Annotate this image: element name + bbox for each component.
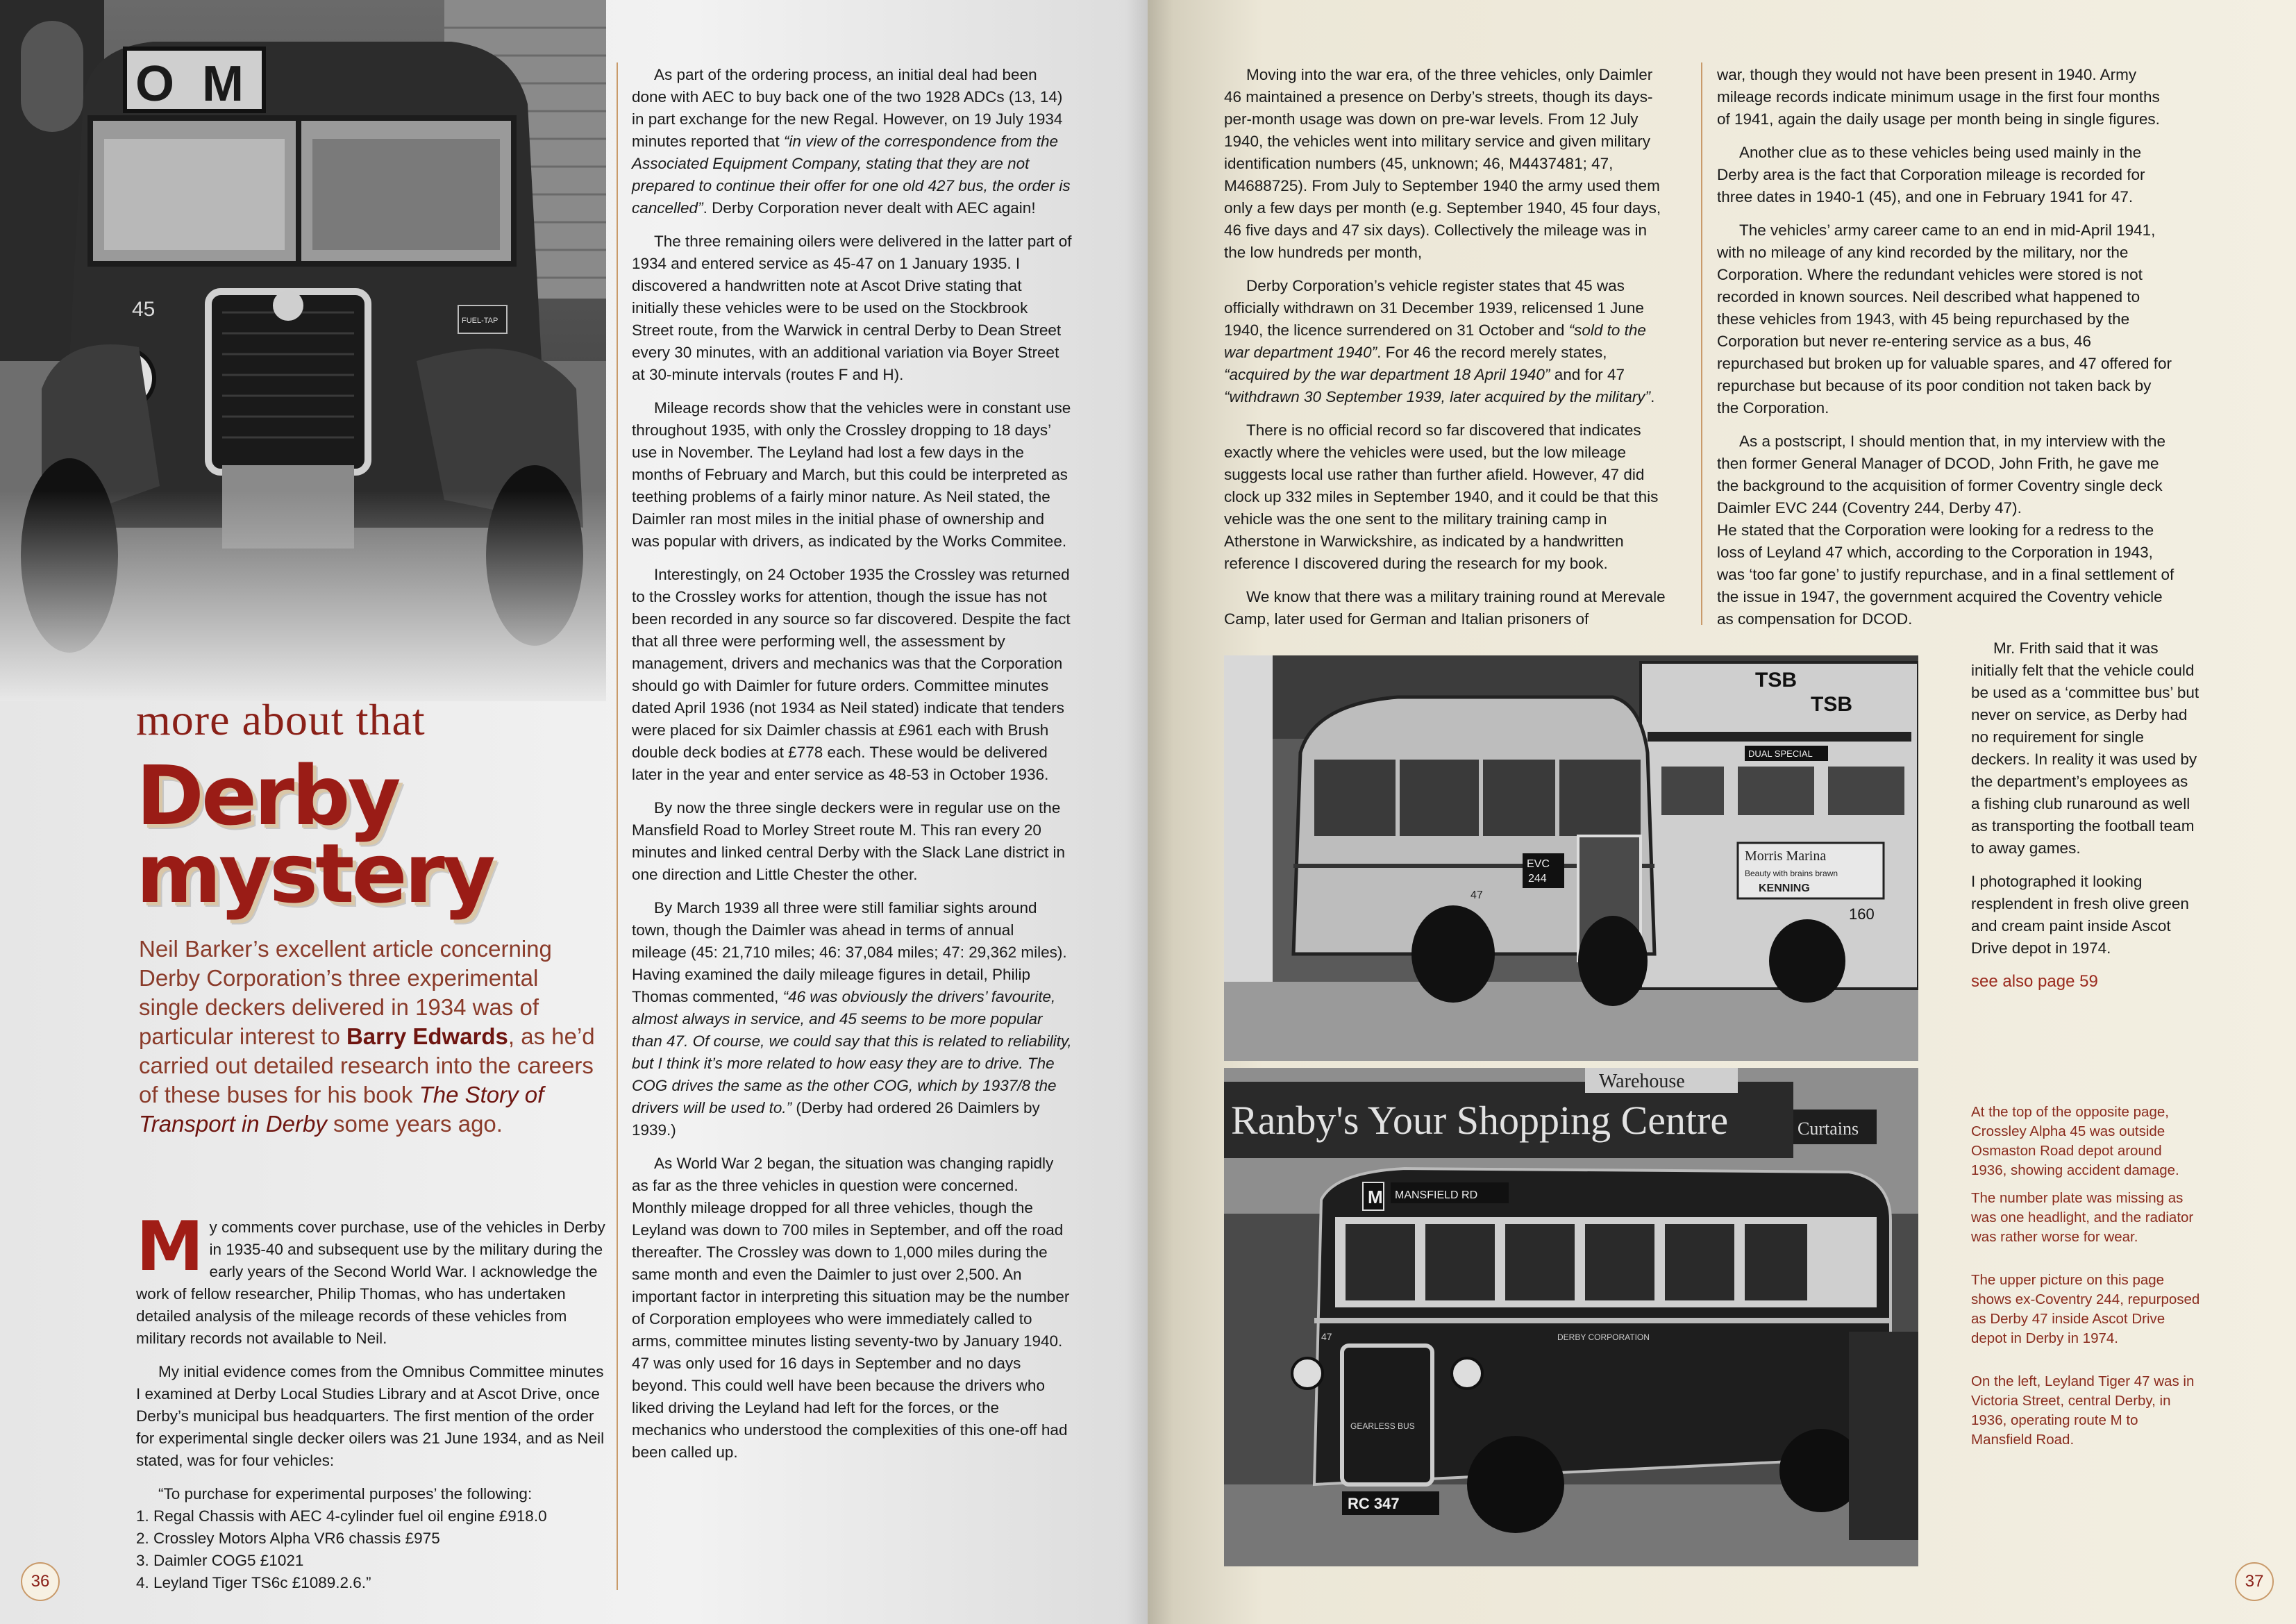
standfirst-intro: Neil Barker’s excellent article concerning Derby Corporation’s three experimental single deckers delivered in 1934 was of particular interest to: [139, 936, 552, 1049]
headline: [136, 748, 580, 921]
upper-photo-dd-number: 160: [1849, 905, 1875, 923]
column-3-para-2a: Derby Corporation’s vehicle register states that 45 was officially withdrawn on 31 December 1939, relicensed 1 June 1940, the licence surrendered on 31 October and: [1224, 277, 1644, 339]
upper-photo-reg-top: EVC: [1527, 858, 1550, 870]
column-5-para-2: I photographed it looking resplendent in fresh olive green and cream paint inside Ascot Drive depot in 1974.: [1971, 873, 2189, 957]
upper-photo-advert-3: KENNING: [1759, 882, 1810, 894]
column-5: [1971, 637, 2200, 993]
column-3-para-2d: .: [1650, 388, 1655, 405]
column-2-para-6b: (Derby had ordered 26 Daimlers by 1939.): [632, 1099, 1040, 1139]
column-1: [136, 1207, 605, 1594]
column-rule: [1701, 62, 1702, 625]
column-2-para-4: Interestingly, on 24 October 1935 the Crossley was returned to the Crossley works for attention, though the issue has not been recorded in any source so far discovered. Despite the fact that all three were performing well, the assessment by management, drivers and mechanics was that the Corporation should go with Daimler for future orders. Committee minutes dated April 1936 (not 1934 as Neil stated) indicate that tenders were placed for six Daimler chassis at £961 each with Brush double deck bodies at £778 each. These would be delivered later in the year and enter service as 48-53 in October 1936.: [632, 566, 1071, 783]
photo-leyland-47-image: [1224, 1068, 1918, 1566]
lower-photo-shop-sign: Ranby's Your Shopping Centre: [1231, 1098, 1729, 1143]
lower-photo-radiator-badge: GEARLESS BUS: [1350, 1421, 1415, 1431]
upper-photo-destination: DUAL SPECIAL: [1748, 748, 1813, 759]
upper-photo-advert-1: Morris Marina: [1745, 848, 1827, 864]
column-1-para-1-text: y comments cover purchase, use of the vehicles in Derby in 1935-40 and subsequent use by the military during the early years of the Second World War. I acknowledge the work of fellow researcher, Philip Thomas, who has undertaken detailed analysis of the mileage records of these vehicles from military records not available to Neil.: [136, 1219, 605, 1347]
caption-3: The upper picture on this page shows ex-Coventry 244, repurposed as Derby 47 inside Ascot Drive depot in Derby in 1974.: [1971, 1272, 2200, 1346]
column-2-para-3: Mileage records show that the vehicles were in constant use throughout 1935, with only the Crossley dropping to 18 days’ use in November. The Leyland had lost a few days in the months of February and March, but this could be interpreted as teething problems of a fairly minor nature. As Neil stated, the Daimler ran most miles in the initial phase of ownership and was popular with drivers, as indicated by the Works Commitee.: [632, 399, 1071, 550]
upper-photo-fleet-number: 47: [1470, 889, 1483, 901]
headline-line-2: mystery: [136, 826, 493, 921]
upper-photo-tsb-2: TSB: [1811, 693, 1852, 716]
column-2-para-1: [632, 64, 1073, 219]
lower-photo-curtains-sign: Curtains: [1798, 1119, 1859, 1139]
purchase-list-item: 2. Crossley Motors Alpha VR6 chassis £975: [136, 1530, 440, 1547]
headline-line-1: Derby: [136, 748, 399, 844]
column-3-para-2c: and for 47: [1550, 366, 1625, 383]
lower-photo-reg-plate: RC 347: [1348, 1495, 1400, 1512]
column-1-para-2: My initial evidence comes from the Omnibus Committee minutes I examined at Derby Local Studies Library and at Ascot Drive, once Derby’s municipal bus headquarters. The first mention of the order for experimental single decker oilers was 21 June 1934, and as Neil stated, was for four vehicles:: [136, 1363, 605, 1469]
column-3-quote-2: “acquired by the war department 18 April 1940”: [1224, 366, 1550, 383]
column-2-para-1a: As part of the ordering process, an initial deal had been done with AEC to buy back one of the two 1928 ADCs (13, 14) in part exchange for the new Regal. However, on 19 July 1934 minutes reported that: [632, 66, 1063, 150]
column-3-para-3: There is no official record so far discovered that indicates exactly where the vehicles were used, but the low mileage suggests local use rather than further afield. However, 47 did clock up 332 miles in September 1940, and it could be that this vehicle was the one sent to the military training camp in Atherstone in Warwickshire, as indicated by a handwritten reference I discovered during the research for my book.: [1224, 421, 1659, 572]
column-3-para-1: Moving into the war era, of the three vehicles, only Daimler 46 maintained a presence on Derby’s streets, though its days-per-month usage was down on pre-war levels. From 12 July 1940, the vehicles went into military service and given military identification numbers (45, unknown; 46, M4437481; 47, M4688725). From July to September 1940 the army used them only a few days per month (e.g. September 1940, 45 four days, 46 five days and 47 six days). Collectively the mileage was in the low hundreds per month,: [1224, 66, 1661, 261]
purchase-list-item: 4. Leyland Tiger TS6c £1089.2.6.”: [136, 1574, 371, 1591]
see-also-link[interactable]: see also page 59: [1971, 972, 2098, 991]
photo-captions: [1971, 1103, 2200, 1458]
column-2-para-6: [632, 897, 1073, 1141]
lower-photo-warehouse-sign: Warehouse: [1599, 1071, 1685, 1092]
standfirst-middle: , as he’d carried out detailed research into the careers of these buses for his book: [139, 1023, 595, 1107]
drop-cap: M: [136, 1207, 204, 1287]
caption-4: On the left, Leyland Tiger 47 was in Victoria Street, central Derby, in 1936, operating route M to Mansfield Road.: [1971, 1373, 2195, 1448]
purchase-list: [136, 1505, 605, 1594]
column-2-para-1-quote: “in view of the correspondence from the Associated Equipment Company, stating that they are not prepared to continue their offer for one old 427 bus, the order is cancelled”: [632, 133, 1071, 217]
lower-photo-fleet-name: DERBY CORPORATION: [1557, 1332, 1650, 1342]
column-2-para-6-quote: “46 was obviously the drivers’ favourite, almost always in service, and 45 seems to be more popular than 47. Of course, we could say that this is related to reliability, but I think it’s more related to how easy they are to drive. The COG drives the same as the other COG, which by 1937/8 the drivers will be used to.”: [632, 988, 1072, 1116]
column-4: [1717, 64, 2175, 642]
column-3-para-2: [1224, 275, 1668, 408]
page-number-left: 36: [21, 1562, 60, 1601]
photo-coventry-244: [1224, 655, 1918, 1061]
lower-photo-route-letter: M: [1368, 1187, 1383, 1207]
photo-leyland-47: [1224, 1068, 1918, 1566]
column-2-para-7: As World War 2 began, the situation was changing rapidly as far as the three vehicles in question were concerned. Monthly mileage dropped for all three vehicles, though the Leyland was down to 700 miles in September, and off the road thereafter. The Crossley was down to 1,000 miles during the same month and even the Daimler to just over 2,500. An important factor in interpreting this situation may be the number of Corporation employees who were immediately called to arms, committee minutes listing seventy-two by January 1940. 47 was only used for 16 days in September and no days beyond. This could well have been because the drivers who liked driving the Leyland had left for the forces, or the mechanics who understood the complexities of this one-off had been called up.: [632, 1155, 1070, 1461]
column-1-para-3: “To purchase for experimental purposes’ the following:: [158, 1485, 533, 1502]
column-rule: [617, 62, 618, 1590]
column-4-para-2: Another clue as to these vehicles being used mainly in the Derby area is the fact that Corporation mileage is recorded for three dates in 1940-1 (45), and one in February 1941 for 47.: [1717, 144, 2145, 206]
column-4-para-1: war, though they would not have been present in 1940. Army mileage records indicate minimum usage in the first four months of 1941, again the daily usage per month being in single figures.: [1717, 66, 2160, 128]
photo-coventry-244-image: [1224, 655, 1918, 1061]
column-2-para-6a: By March 1939 all three were still familiar sights around town, though the Daimler was ahead in terms of annual mileage (45: 21,710 miles; 46: 37,084 miles; 47: 29,362 miles). Having examined the daily mileage figures in detail, Philip Thomas commented,: [632, 899, 1067, 1005]
upper-photo-tsb: TSB: [1755, 669, 1797, 692]
column-2: [632, 64, 1073, 1475]
right-page: [1148, 0, 2296, 1624]
column-3-para-2b: . For 46 the record merely states,: [1377, 344, 1607, 361]
column-3-quote-1: “sold to the war department 1940”: [1224, 321, 1646, 361]
purchase-list-item: 1. Regal Chassis with AEC 4-cylinder fuel oil engine £918.0: [136, 1507, 547, 1525]
column-4-para-4: As a postscript, I should mention that, in my interview with the then former General Manager of DCOD, John Frith, he gave me the background to the acquisition of former Coventry single deck Daimler EVC 244 (Coventry 244, Derby 47).: [1717, 433, 2166, 517]
column-5-para-1: Mr. Frith said that it was initially felt that the vehicle could be used as a ‘committee bus’ but never on service, as Derby had no requirement for single deckers. In reality it was used by the department’s employees as a fishing club runaround as well as transporting the football team to away games.: [1971, 639, 2199, 857]
column-3-quote-3: “withdrawn 30 September 1939, later acquired by the military”: [1224, 388, 1651, 405]
column-3-para-4: We know that there was a military training round at Merevale Camp, later used for German and Italian prisoners of: [1224, 588, 1666, 628]
column-2-para-2: The three remaining oilers were delivered in the latter part of 1934 and entered service as 45-47 on 1 January 1935. I discovered a handwritten note at Ascot Drive stating that initially these vehicles were to be used on the Stockbrook Street route, from the Warwick in central Derby to Dean Street every 30 minutes, with an additional variation via Boyer Street at 30-minute intervals (routes F and H).: [632, 233, 1072, 383]
column-4-para-5: He stated that the Corporation were looking for a redress to the loss of Leyland 47 which, according to the Corporation in 1943, was ‘too far gone’ to justify repurchase, and in a final settlement of the issue in 1947, the government acquired the Coventry vehicle as compensation for DCOD.: [1717, 521, 2175, 628]
column-1-para-1: [136, 1207, 605, 1350]
caption-2: The number plate was missing as was one headlight, and the radiator was rather worse for wear.: [1971, 1190, 2194, 1245]
upper-photo-reg-bottom: 244: [1528, 873, 1547, 885]
lower-photo-fleet-number: 47: [1321, 1331, 1332, 1342]
column-4-para-3: The vehicles’ army career came to an end in mid-April 1941, with no mileage of any kind recorded by the military, nor the Corporation. Where the redundant vehicles were stored is not recorded in known sources. Neil described what happened to these vehicles from 1943, with 45 being repurchased by the Corporation but never re-entering service as a bus, 46 repurchased but broken up for valuable spares, and 47 offered for repurchase but because of its poor condition not taken back by the Corporation.: [1717, 221, 2172, 417]
purchase-list-item: 3. Daimler COG5 £1021: [136, 1552, 304, 1569]
caption-1: At the top of the opposite page, Crossley Alpha 45 was outside Osmaston Road depot around 1936, showing accident damage.: [1971, 1104, 2179, 1178]
photo-crossley-45: [0, 0, 606, 701]
standfirst-end: some years ago.: [326, 1111, 503, 1137]
page-gutter: [1125, 0, 1173, 1624]
standfirst: [139, 935, 597, 1139]
standfirst-book-title: The Story of Transport in Derby: [139, 1082, 544, 1137]
kicker: more about that: [136, 695, 426, 744]
photo-crossley-45-image: [0, 0, 606, 701]
page-number-right: 37: [2235, 1562, 2274, 1601]
column-3: [1224, 64, 1668, 642]
column-2-para-5: By now the three single deckers were in regular use on the Mansfield Road to Morley Street route M. This ran every 20 minutes and linked central Derby with the Slack Lane district in one direction and Little Chester the other.: [632, 799, 1066, 883]
standfirst-author: Barry Edwards: [346, 1023, 508, 1049]
column-2-para-1b: . Derby Corporation never dealt with AEC again!: [703, 199, 1036, 217]
upper-photo-advert-2: Beauty with brains brawn: [1745, 869, 1838, 878]
lower-photo-destination: MANSFIELD RD: [1395, 1189, 1478, 1201]
